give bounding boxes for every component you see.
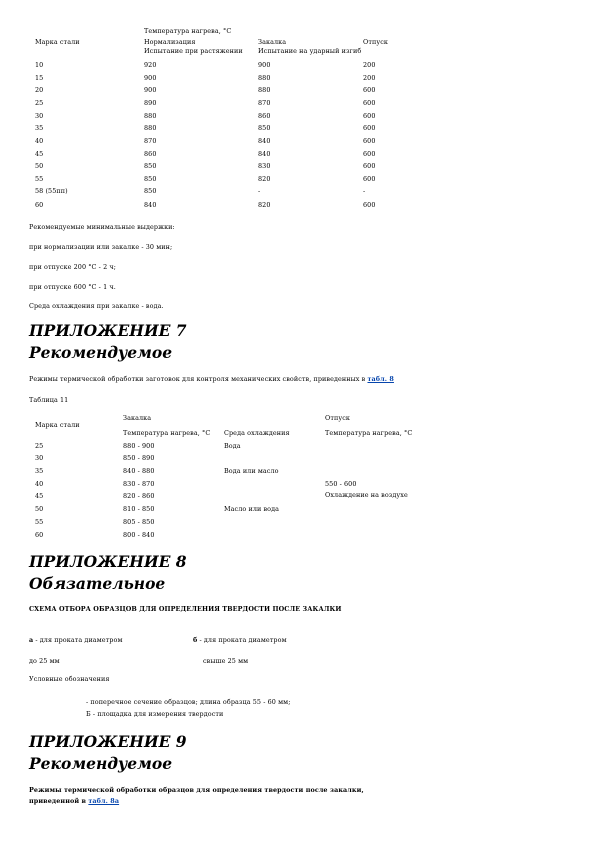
legend-section: - поперечное сечение образцов; длина образца 55 - 60 мм; xyxy=(86,698,291,706)
table-cell: 600 xyxy=(363,112,376,120)
appendix8-title: ПРИЛОЖЕНИЕ 8 xyxy=(29,552,187,571)
table10-tensile-header: Испытание при растяжении xyxy=(144,47,243,55)
caption-b-text: - для проката диаметром xyxy=(197,636,287,644)
table-cell: 880 xyxy=(144,124,157,132)
table8-link[interactable]: табл. 8 xyxy=(367,375,394,383)
table-cell: 600 xyxy=(363,99,376,107)
table-cell: 900 xyxy=(258,61,271,69)
table11-temper-header: Отпуск xyxy=(325,414,350,422)
table-cell: 870 xyxy=(144,137,157,145)
table10-temp-header: Температура нагрева, °С xyxy=(144,27,232,35)
table-cell: 850 xyxy=(258,124,271,132)
table-cell: 60 xyxy=(35,201,44,209)
table11-grade-header: Марка стали xyxy=(35,421,80,429)
table-cell: 880 - 900 xyxy=(123,442,155,450)
scheme-title: СХЕМА ОТБОРА ОБРАЗЦОВ ДЛЯ ОПРЕДЕЛЕНИЯ ТВЕРДОСТИ ПОСЛЕ ЗАКАЛКИ xyxy=(29,605,342,613)
table-cell: 800 - 840 xyxy=(123,531,155,539)
table-cell: 810 - 850 xyxy=(123,505,155,513)
table-cell: 35 xyxy=(35,124,44,132)
table-cell: 805 - 850 xyxy=(123,518,155,526)
table10-grade-header: Марка стали xyxy=(35,38,80,46)
table11-label: Таблица 11 xyxy=(29,396,69,404)
table-cell: 58 (55пп) xyxy=(35,187,68,195)
table11-temper-temp-header: Температура нагрева, °С xyxy=(325,429,413,437)
note-min-hold: Рекомендуемые минимальные выдержки: xyxy=(29,223,175,231)
table-cell: 600 xyxy=(363,162,376,170)
table10-temper-header: Отпуск xyxy=(363,38,388,46)
table10-impact-header: Испытание на ударный изгиб xyxy=(258,47,362,55)
caption-b-letter: б xyxy=(193,636,198,644)
table-cell: 55 xyxy=(35,518,44,526)
appendix9-text-line2-body: приведенной в xyxy=(29,797,87,805)
table-cell: 840 xyxy=(258,137,271,145)
table-cell: 850 xyxy=(144,187,157,195)
caption-a-letter: а xyxy=(29,636,34,644)
appendix7-subtitle: Рекомендуемое xyxy=(29,343,173,362)
table-cell: 840 xyxy=(258,150,271,158)
caption-b-size: свыше 25 мм xyxy=(203,657,249,665)
table-cell: Вода или масло xyxy=(224,467,279,475)
caption-a xyxy=(29,636,123,644)
appendix7-text-body: Режимы термической обработки заготовок для контроля механических свойств, приведенных в xyxy=(29,375,366,383)
table11-medium-header: Среда охлаждения xyxy=(224,429,290,437)
table8a-link[interactable]: табл. 8а xyxy=(88,797,120,805)
table-cell: 900 xyxy=(144,86,157,94)
table-cell: 900 xyxy=(144,74,157,82)
caption-a-text: - для проката диаметром xyxy=(33,636,123,644)
note-temper-600: при отпуске 600 °С - 1 ч. xyxy=(29,283,116,291)
table-cell: 880 xyxy=(258,74,271,82)
table-cell: 600 xyxy=(363,137,376,145)
appendix7-text xyxy=(29,375,394,383)
table11-temp-header: Температура нагрева, °С xyxy=(123,429,211,437)
table-cell: 850 xyxy=(144,175,157,183)
table-cell: 600 xyxy=(363,150,376,158)
caption-a-size: до 25 мм xyxy=(29,657,60,665)
table-cell: 600 xyxy=(363,86,376,94)
table-cell: 830 xyxy=(258,162,271,170)
table-cell: 50 xyxy=(35,505,44,513)
table11-temper-cooling: Охлаждение на воздухе xyxy=(325,491,408,499)
table-cell: 20 xyxy=(35,86,44,94)
table-cell: 30 xyxy=(35,112,44,120)
table-cell: 820 xyxy=(258,175,271,183)
table-cell: 25 xyxy=(35,99,44,107)
note-cooling-medium: Среда охлаждения при закалке - вода. xyxy=(29,302,164,310)
table-cell: 860 xyxy=(144,150,157,158)
note-temper-200: при отпуске 200 °С - 2 ч; xyxy=(29,263,116,271)
note-normalization: при нормализации или закалке - 30 мин; xyxy=(29,243,173,251)
table-cell: 870 xyxy=(258,99,271,107)
appendix9-title: ПРИЛОЖЕНИЕ 9 xyxy=(29,732,187,751)
table-cell: 45 xyxy=(35,492,44,500)
table-cell: 25 xyxy=(35,442,44,450)
table-cell: 200 xyxy=(363,61,376,69)
table-cell: 860 xyxy=(258,112,271,120)
table-cell: Масло или вода xyxy=(224,505,280,513)
table-cell: Вода xyxy=(224,442,241,450)
table10-norm-header: Нормализация xyxy=(144,38,196,46)
legend-title: Условные обозначения xyxy=(29,675,110,683)
table-cell: 15 xyxy=(35,74,44,82)
table-cell: - xyxy=(258,187,261,195)
table-cell: - xyxy=(363,187,366,195)
appendix9-text-line1: Режимы термической обработки образцов для определения твердости после закалки, xyxy=(29,786,364,794)
table-cell: 40 xyxy=(35,137,44,145)
table-cell: 820 xyxy=(258,201,271,209)
table-cell: 840 xyxy=(144,201,157,209)
appendix9-text-line2 xyxy=(29,797,119,805)
appendix9-subtitle: Рекомендуемое xyxy=(29,754,173,773)
table-cell: 880 xyxy=(144,112,157,120)
table-cell: 880 xyxy=(258,86,271,94)
table-cell: 40 xyxy=(35,480,44,488)
table-cell: 840 - 880 xyxy=(123,467,155,475)
table-cell: 820 - 860 xyxy=(123,492,155,500)
table-cell: 600 xyxy=(363,201,376,209)
legend-area: Б - площадка для измерения твердости xyxy=(86,710,224,718)
table-cell: 850 xyxy=(144,162,157,170)
table10-quench-header: Закалка xyxy=(258,38,287,46)
table-cell: 55 xyxy=(35,175,44,183)
table-cell: 850 - 890 xyxy=(123,454,155,462)
table-cell: 600 xyxy=(363,124,376,132)
table-cell: 10 xyxy=(35,61,44,69)
table-cell: 30 xyxy=(35,454,44,462)
table-cell: 200 xyxy=(363,74,376,82)
table11-quench-header: Закалка xyxy=(123,414,152,422)
table-cell: 50 xyxy=(35,162,44,170)
appendix7-title: ПРИЛОЖЕНИЕ 7 xyxy=(29,321,187,340)
appendix8-subtitle: Обязательное xyxy=(29,574,166,593)
table-cell: 35 xyxy=(35,467,44,475)
table-cell: 60 xyxy=(35,531,44,539)
table-cell: 920 xyxy=(144,61,157,69)
table-cell: 830 - 870 xyxy=(123,480,155,488)
table-cell: 45 xyxy=(35,150,44,158)
table-cell: 600 xyxy=(363,175,376,183)
caption-b xyxy=(193,636,287,644)
table-cell: 890 xyxy=(144,99,157,107)
table11-temper-temp: 550 - 600 xyxy=(325,480,357,488)
